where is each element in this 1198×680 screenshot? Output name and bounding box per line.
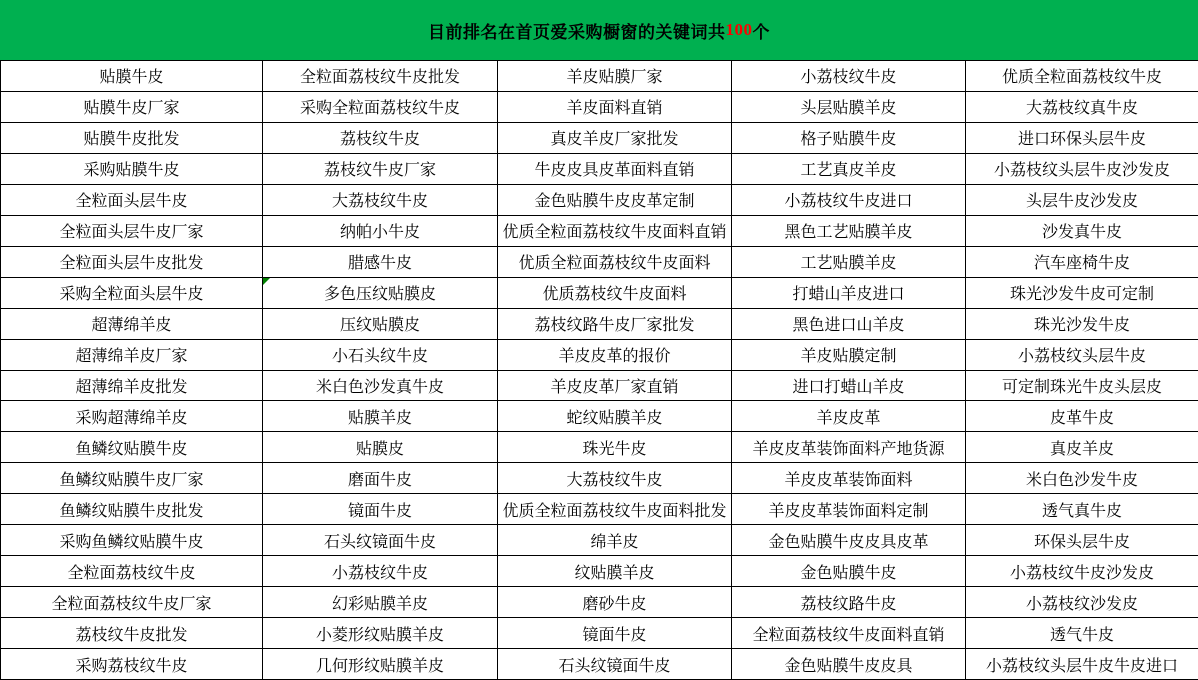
- table-cell[interactable]: 贴膜牛皮: [1, 61, 263, 92]
- table-cell[interactable]: 优质全粒面荔枝纹牛皮面料直销: [498, 216, 732, 247]
- table-cell[interactable]: 全粒面头层牛皮: [1, 185, 263, 216]
- table-cell[interactable]: 镜面牛皮: [263, 494, 498, 525]
- table-cell[interactable]: 皮革牛皮: [966, 401, 1198, 432]
- table-cell[interactable]: 羊皮面料直销: [498, 92, 732, 123]
- title-banner[interactable]: [0, 0, 1198, 60]
- table-cell[interactable]: 进口打蜡山羊皮: [732, 371, 966, 402]
- table-cell[interactable]: 金色贴膜牛皮皮革定制: [498, 185, 732, 216]
- table-cell[interactable]: 可定制珠光牛皮头层皮: [966, 371, 1198, 402]
- table-cell[interactable]: 羊皮皮革装饰面料产地货源: [732, 432, 966, 463]
- table-cell[interactable]: 全粒面荔枝纹牛皮: [1, 556, 263, 587]
- table-cell[interactable]: 全粒面荔枝纹牛皮厂家: [1, 587, 263, 618]
- table-cell[interactable]: 纹贴膜羊皮: [498, 556, 732, 587]
- table-cell[interactable]: 采购超薄绵羊皮: [1, 401, 263, 432]
- title-text-suffix: 个: [752, 22, 770, 42]
- table-cell[interactable]: 鱼鳞纹贴膜牛皮厂家: [1, 463, 263, 494]
- table-cell[interactable]: 金色贴膜牛皮皮具皮革: [732, 525, 966, 556]
- table-cell[interactable]: 荔枝纹牛皮批发: [1, 618, 263, 649]
- table-cell[interactable]: 超薄绵羊皮: [1, 309, 263, 340]
- table-cell[interactable]: 金色贴膜牛皮皮具: [732, 649, 966, 680]
- table-cell[interactable]: 超薄绵羊皮厂家: [1, 340, 263, 371]
- table-cell[interactable]: 黑色工艺贴膜羊皮: [732, 216, 966, 247]
- table-cell[interactable]: 采购荔枝纹牛皮: [1, 649, 263, 680]
- table-cell[interactable]: 小荔枝纹头层牛皮牛皮进口: [966, 649, 1198, 680]
- table-cell[interactable]: 小荔枝纹沙发皮: [966, 587, 1198, 618]
- table-cell[interactable]: 工艺真皮羊皮: [732, 154, 966, 185]
- table-cell[interactable]: 透气牛皮: [966, 618, 1198, 649]
- table-cell[interactable]: 小荔枝纹头层牛皮沙发皮: [966, 154, 1198, 185]
- table-cell[interactable]: 汽车座椅牛皮: [966, 247, 1198, 278]
- table-cell[interactable]: 小荔枝纹头层牛皮: [966, 340, 1198, 371]
- table-cell[interactable]: 珠光沙发牛皮: [966, 309, 1198, 340]
- table-cell[interactable]: 采购贴膜牛皮: [1, 154, 263, 185]
- table-cell[interactable]: 牛皮皮具皮革面料直销: [498, 154, 732, 185]
- table-cell[interactable]: 头层贴膜羊皮: [732, 92, 966, 123]
- table-cell[interactable]: 羊皮贴膜定制: [732, 340, 966, 371]
- table-cell[interactable]: 优质全粒面荔枝纹牛皮面料: [498, 247, 732, 278]
- table-cell[interactable]: 蛇纹贴膜羊皮: [498, 401, 732, 432]
- keywords-table: [0, 60, 1198, 680]
- table-cell[interactable]: 羊皮皮革厂家直销: [498, 371, 732, 402]
- table-cell[interactable]: 绵羊皮: [498, 525, 732, 556]
- table-cell[interactable]: 荔枝纹路牛皮厂家批发: [498, 309, 732, 340]
- table-cell[interactable]: 环保头层牛皮: [966, 525, 1198, 556]
- table-cell[interactable]: 贴膜皮: [263, 432, 498, 463]
- table-cell[interactable]: 珠光牛皮: [498, 432, 732, 463]
- table-cell[interactable]: 几何形纹贴膜羊皮: [263, 649, 498, 680]
- table-cell[interactable]: 小荔枝纹牛皮: [263, 556, 498, 587]
- table-cell[interactable]: 全粒面荔枝纹牛皮批发: [263, 61, 498, 92]
- table-cell[interactable]: 镜面牛皮: [498, 618, 732, 649]
- table-cell[interactable]: 磨砂牛皮: [498, 587, 732, 618]
- table-cell[interactable]: 格子贴膜牛皮: [732, 123, 966, 154]
- table-cell[interactable]: 大荔枝纹真牛皮: [966, 92, 1198, 123]
- table-cell[interactable]: 金色贴膜牛皮: [732, 556, 966, 587]
- table-cell[interactable]: 压纹贴膜皮: [263, 309, 498, 340]
- table-cell[interactable]: 透气真牛皮: [966, 494, 1198, 525]
- table-cell[interactable]: 采购全粒面荔枝纹牛皮: [263, 92, 498, 123]
- table-cell[interactable]: 小菱形纹贴膜羊皮: [263, 618, 498, 649]
- title-text-prefix: 目前排名在首页爱采购橱窗的关键词共: [428, 22, 726, 42]
- table-cell[interactable]: 真皮羊皮: [966, 432, 1198, 463]
- table-cell[interactable]: 纳帕小牛皮: [263, 216, 498, 247]
- table-cell[interactable]: 优质荔枝纹牛皮面料: [498, 278, 732, 309]
- table-cell[interactable]: 沙发真牛皮: [966, 216, 1198, 247]
- table-cell[interactable]: 小荔枝纹牛皮: [732, 61, 966, 92]
- table-cell[interactable]: 腊感牛皮: [263, 247, 498, 278]
- table-cell[interactable]: 荔枝纹牛皮: [263, 123, 498, 154]
- table-cell[interactable]: 石头纹镜面牛皮: [263, 525, 498, 556]
- table-cell[interactable]: 多色压纹贴膜皮: [263, 278, 498, 309]
- table-cell[interactable]: 全粒面荔枝纹牛皮面料直销: [732, 618, 966, 649]
- table-cell[interactable]: 石头纹镜面牛皮: [498, 649, 732, 680]
- table-cell[interactable]: 小荔枝纹牛皮进口: [732, 185, 966, 216]
- table-cell[interactable]: 进口环保头层牛皮: [966, 123, 1198, 154]
- table-cell[interactable]: 优质全粒面荔枝纹牛皮面料批发: [498, 494, 732, 525]
- table-cell[interactable]: 全粒面头层牛皮厂家: [1, 216, 263, 247]
- cell-corner-flag-icon: [263, 278, 270, 285]
- table-cell[interactable]: 工艺贴膜羊皮: [732, 247, 966, 278]
- table-cell[interactable]: 超薄绵羊皮批发: [1, 371, 263, 402]
- table-cell[interactable]: 采购全粒面头层牛皮: [1, 278, 263, 309]
- table-cell[interactable]: 小石头纹牛皮: [263, 340, 498, 371]
- table-cell[interactable]: 大荔枝纹牛皮: [263, 185, 498, 216]
- table-cell[interactable]: 羊皮皮革装饰面料: [732, 463, 966, 494]
- table-cell[interactable]: 贴膜牛皮厂家: [1, 92, 263, 123]
- table-cell[interactable]: 米白色沙发牛皮: [966, 463, 1198, 494]
- table-cell[interactable]: 头层牛皮沙发皮: [966, 185, 1198, 216]
- table-cell[interactable]: 珠光沙发牛皮可定制: [966, 278, 1198, 309]
- title-keyword-count: 100: [725, 20, 753, 39]
- table-cell[interactable]: 全粒面头层牛皮批发: [1, 247, 263, 278]
- table-cell[interactable]: 采购鱼鳞纹贴膜牛皮: [1, 525, 263, 556]
- table-cell[interactable]: 鱼鳞纹贴膜牛皮批发: [1, 494, 263, 525]
- table-cell[interactable]: 优质全粒面荔枝纹牛皮: [966, 61, 1198, 92]
- table-cell[interactable]: 打蜡山羊皮进口: [732, 278, 966, 309]
- table-cell[interactable]: 真皮羊皮厂家批发: [498, 123, 732, 154]
- table-cell[interactable]: 鱼鳞纹贴膜牛皮: [1, 432, 263, 463]
- table-cell[interactable]: 大荔枝纹牛皮: [498, 463, 732, 494]
- table-cell[interactable]: 米白色沙发真牛皮: [263, 371, 498, 402]
- table-cell[interactable]: 黑色进口山羊皮: [732, 309, 966, 340]
- table-cell[interactable]: 小荔枝纹牛皮沙发皮: [966, 556, 1198, 587]
- table-cell[interactable]: 羊皮皮革: [732, 401, 966, 432]
- table-cell[interactable]: 荔枝纹牛皮厂家: [263, 154, 498, 185]
- table-cell[interactable]: 贴膜牛皮批发: [1, 123, 263, 154]
- table-cell[interactable]: 羊皮皮革的报价: [498, 340, 732, 371]
- table-cell[interactable]: 羊皮贴膜厂家: [498, 61, 732, 92]
- table-cell[interactable]: 羊皮皮革装饰面料定制: [732, 494, 966, 525]
- table-cell[interactable]: 贴膜羊皮: [263, 401, 498, 432]
- table-cell[interactable]: 荔枝纹路牛皮: [732, 587, 966, 618]
- table-cell[interactable]: 幻彩贴膜羊皮: [263, 587, 498, 618]
- table-cell[interactable]: 磨面牛皮: [263, 463, 498, 494]
